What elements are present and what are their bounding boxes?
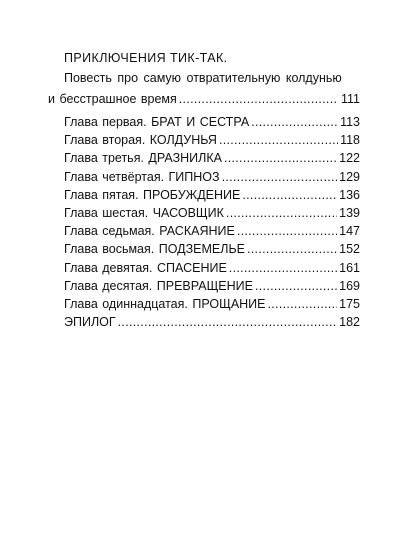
dot-leader: [226, 204, 337, 222]
page-number: 139: [339, 205, 360, 220]
page-number: 111: [340, 92, 360, 106]
dot-leader: [255, 277, 337, 295]
chapter-title: Глава вторая. КОЛДУНЬЯ: [64, 133, 217, 148]
chapter-title: Глава восьмая. ПОДЗЕМЕЛЬЕ: [64, 242, 245, 257]
dot-leader: [118, 313, 337, 331]
chapter-title: Глава четвёртая. ГИПНОЗ: [64, 169, 220, 184]
dot-leader: [179, 87, 338, 111]
toc-entry-epilogue: [48, 313, 360, 331]
dot-leader: [219, 131, 338, 149]
page-number: 182: [339, 315, 360, 330]
chapter-title: Глава пятая. ПРОБУЖДЕНИЕ: [64, 187, 241, 202]
story-title-line-2: и бесстрашное время: [48, 92, 177, 106]
toc-entry-chapter-7: [48, 222, 360, 240]
toc-entry-chapter-6: [48, 204, 360, 222]
toc-entry-chapter-10: [48, 277, 360, 295]
story-title-entry: [48, 87, 360, 111]
toc-entry-chapter-5: [48, 186, 360, 204]
page-number: 161: [339, 260, 360, 275]
page-number: 122: [339, 151, 360, 166]
page-number: 129: [339, 169, 360, 184]
chapter-title: Глава третья. ДРАЗНИЛКА: [64, 151, 222, 166]
page-number: 152: [339, 242, 360, 257]
section-title: ПРИКЛЮЧЕНИЯ ТИК-ТАК.: [64, 51, 228, 65]
toc-entry-chapter-11: [48, 295, 360, 313]
page-number: 169: [339, 278, 360, 293]
dot-leader: [251, 113, 338, 131]
page-number: 147: [339, 224, 360, 239]
toc-entry-chapter-2: [48, 131, 360, 149]
chapter-title: Глава первая. БРАТ И СЕСТРА: [64, 115, 250, 129]
toc-entry-chapter-3: [48, 149, 360, 167]
dot-leader: [237, 222, 337, 240]
chapter-title: Глава седьмая. РАСКАЯНИЕ: [64, 224, 235, 239]
dot-leader: [247, 240, 337, 258]
page-number: 113: [340, 115, 360, 129]
page-number: 136: [339, 187, 360, 202]
page-number: 118: [340, 133, 360, 148]
toc-entry-chapter-8: [48, 240, 360, 258]
chapter-title: Глава десятая. ПРЕВРАЩЕНИЕ: [64, 278, 253, 293]
dot-leader: [222, 168, 338, 186]
toc-entry-chapter-4: [48, 168, 360, 186]
dot-leader: [229, 259, 337, 277]
chapter-title: Глава одиннадцатая. ПРОЩАНИЕ: [64, 296, 266, 311]
chapter-title: Глава девятая. СПАСЕНИЕ: [64, 260, 227, 275]
chapter-title: Глава шестая. ЧАСОВЩИК: [64, 205, 224, 220]
dot-leader: [268, 295, 338, 313]
story-title-line-1: Повесть про самую отвратительную колдунью: [64, 71, 342, 85]
toc-entry-chapter-1: [48, 113, 360, 131]
dot-leader: [224, 149, 337, 167]
table-of-contents: [48, 49, 360, 331]
dot-leader: [242, 186, 337, 204]
page-number: 175: [339, 296, 360, 311]
toc-entry-chapter-9: [48, 259, 360, 277]
chapter-title: ЭПИЛОГ: [64, 315, 116, 330]
